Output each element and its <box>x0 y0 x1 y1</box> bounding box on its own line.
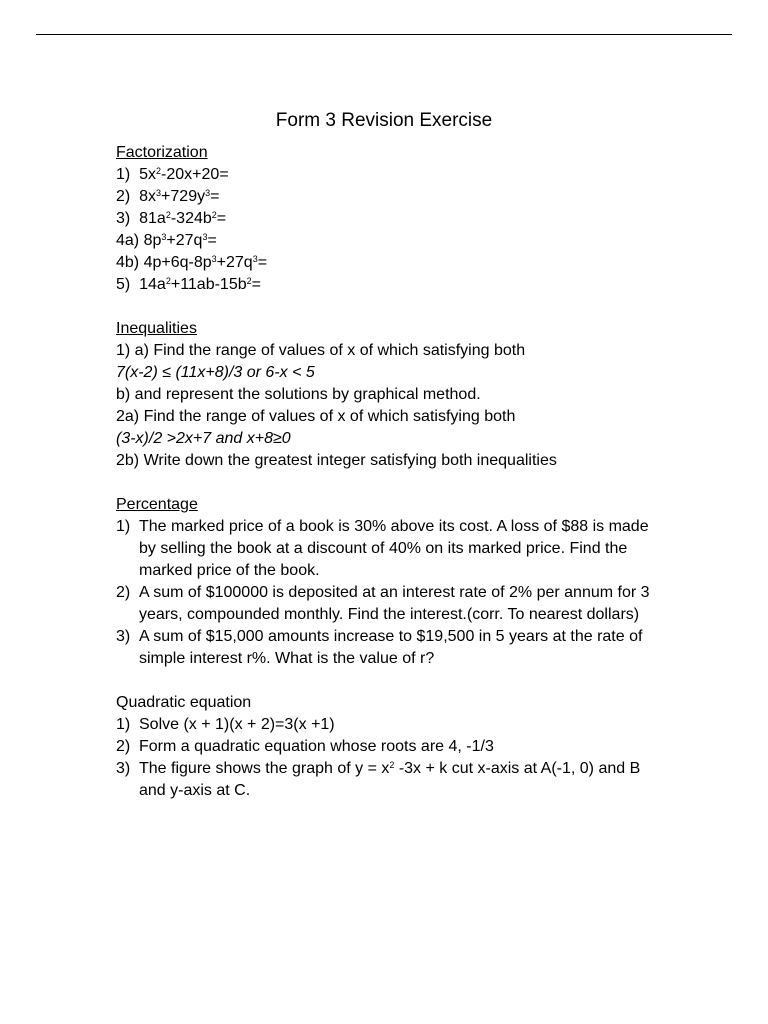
percentage-item-2 <box>116 582 656 626</box>
item-label: 4b) <box>116 254 140 271</box>
exponent: 2 <box>246 275 252 286</box>
inequalities-section <box>116 318 656 472</box>
item-label: 5) <box>116 276 131 293</box>
expr-part: = <box>216 210 227 227</box>
quadratic-section <box>116 692 656 802</box>
expr-part: 5x <box>139 166 157 183</box>
exponent: 3 <box>211 253 217 264</box>
factorization-item-2 <box>116 186 656 208</box>
expr-part: -20x+20= <box>161 166 229 183</box>
item-number: 3) <box>116 628 131 645</box>
quadratic-item-1 <box>116 714 656 736</box>
expr-part: +27q <box>216 254 253 271</box>
item-text: A sum of $15,000 amounts increase to $19,500 in 5 years at the rate of simple interest r%. What is the value of r? <box>139 628 643 667</box>
item-number: 2) <box>116 584 131 601</box>
quadratic-heading: Quadratic equation <box>116 694 252 711</box>
item-text: The marked price of a book is 30% above its cost. A loss of $88 is made by selling the book at a discount of 40% on its marked price. Find the marked price of the book. <box>139 518 649 579</box>
item-number: 2) <box>116 738 131 755</box>
factorization-item-4b <box>116 252 656 274</box>
exponent: 3 <box>202 231 208 242</box>
item-label: 2) <box>116 188 131 205</box>
exponent: 2 <box>211 209 217 220</box>
factorization-item-3 <box>116 208 656 230</box>
expr-part: +729y <box>161 188 206 205</box>
expr-part: +11ab-15b <box>170 276 247 293</box>
item-text: A sum of $100000 is deposited at an interest rate of 2% per annum for 3 years, compounded monthly. Find the interest.(corr. To nearest dollars) <box>139 584 650 623</box>
exponent: 3 <box>205 187 211 198</box>
expr-part: = <box>207 232 217 249</box>
item-label: 4a) <box>116 232 140 249</box>
exponent: 3 <box>252 253 258 264</box>
expr-part: 8p <box>143 232 162 249</box>
expr-part: 4p+6q-8p <box>143 254 212 271</box>
exponent: 2 <box>156 165 162 176</box>
percentage-section <box>116 494 656 670</box>
quadratic-item-3 <box>116 758 656 802</box>
document-title: Form 3 Revision Exercise <box>275 110 493 131</box>
factorization-item-4a <box>116 230 656 252</box>
inequalities-heading: Inequalities <box>116 320 197 337</box>
item-label: 3) <box>116 210 131 227</box>
inequalities-expression-2: (3-x)/2 >2x+7 and x+8≥0 <box>116 430 291 447</box>
expr-part: = <box>257 254 268 271</box>
text-part: -3x + k cut x-axis at A(-1, 0) and B and y-axis at C. <box>139 760 641 799</box>
expr-part: 81a <box>139 210 166 227</box>
item-text <box>139 758 656 802</box>
header-rule <box>36 34 732 35</box>
quadratic-item-2 <box>116 736 656 758</box>
exponent: 3 <box>161 231 167 242</box>
item-number: 1) <box>116 716 131 733</box>
percentage-item-3 <box>116 626 656 670</box>
document-body <box>116 108 656 824</box>
factorization-item-5 <box>116 274 656 296</box>
item-number: 3) <box>116 760 131 777</box>
exponent: 2 <box>389 759 395 770</box>
expr-part: 14a <box>139 276 166 293</box>
expr-part: = <box>251 276 261 293</box>
inequalities-question-2b: 2b) Write down the greatest integer satisfying both inequalities <box>116 452 557 469</box>
item-text: Form a quadratic equation whose roots are 4, -1/3 <box>139 738 494 755</box>
expr-part: -324b <box>170 210 212 227</box>
item-label: 1) <box>116 166 131 183</box>
item-text: Solve (x + 1)(x + 2)=3(x +1) <box>139 716 335 733</box>
factorization-heading: Factorization <box>116 144 208 161</box>
exponent: 2 <box>165 275 171 286</box>
inequalities-question-2a: 2a) Find the range of values of x of which satisfying both <box>116 408 516 425</box>
inequalities-question-1a: 1) a) Find the range of values of x of which satisfying both <box>116 342 526 359</box>
inequalities-question-1b: b) and represent the solutions by graphical method. <box>116 386 481 403</box>
item-number: 1) <box>116 518 131 535</box>
percentage-heading: Percentage <box>116 496 198 513</box>
text-part: The figure shows the graph of y = x <box>139 760 390 777</box>
inequalities-expression-1: 7(x-2) ≤ (11x+8)/3 or 6-x < 5 <box>116 364 315 381</box>
factorization-item-1 <box>116 164 656 186</box>
expr-part: = <box>210 188 220 205</box>
expr-part: 8x <box>139 188 157 205</box>
factorization-section <box>116 142 656 296</box>
expr-part: +27q <box>166 232 203 249</box>
exponent: 3 <box>156 187 162 198</box>
percentage-item-1 <box>116 516 656 582</box>
exponent: 2 <box>165 209 171 220</box>
